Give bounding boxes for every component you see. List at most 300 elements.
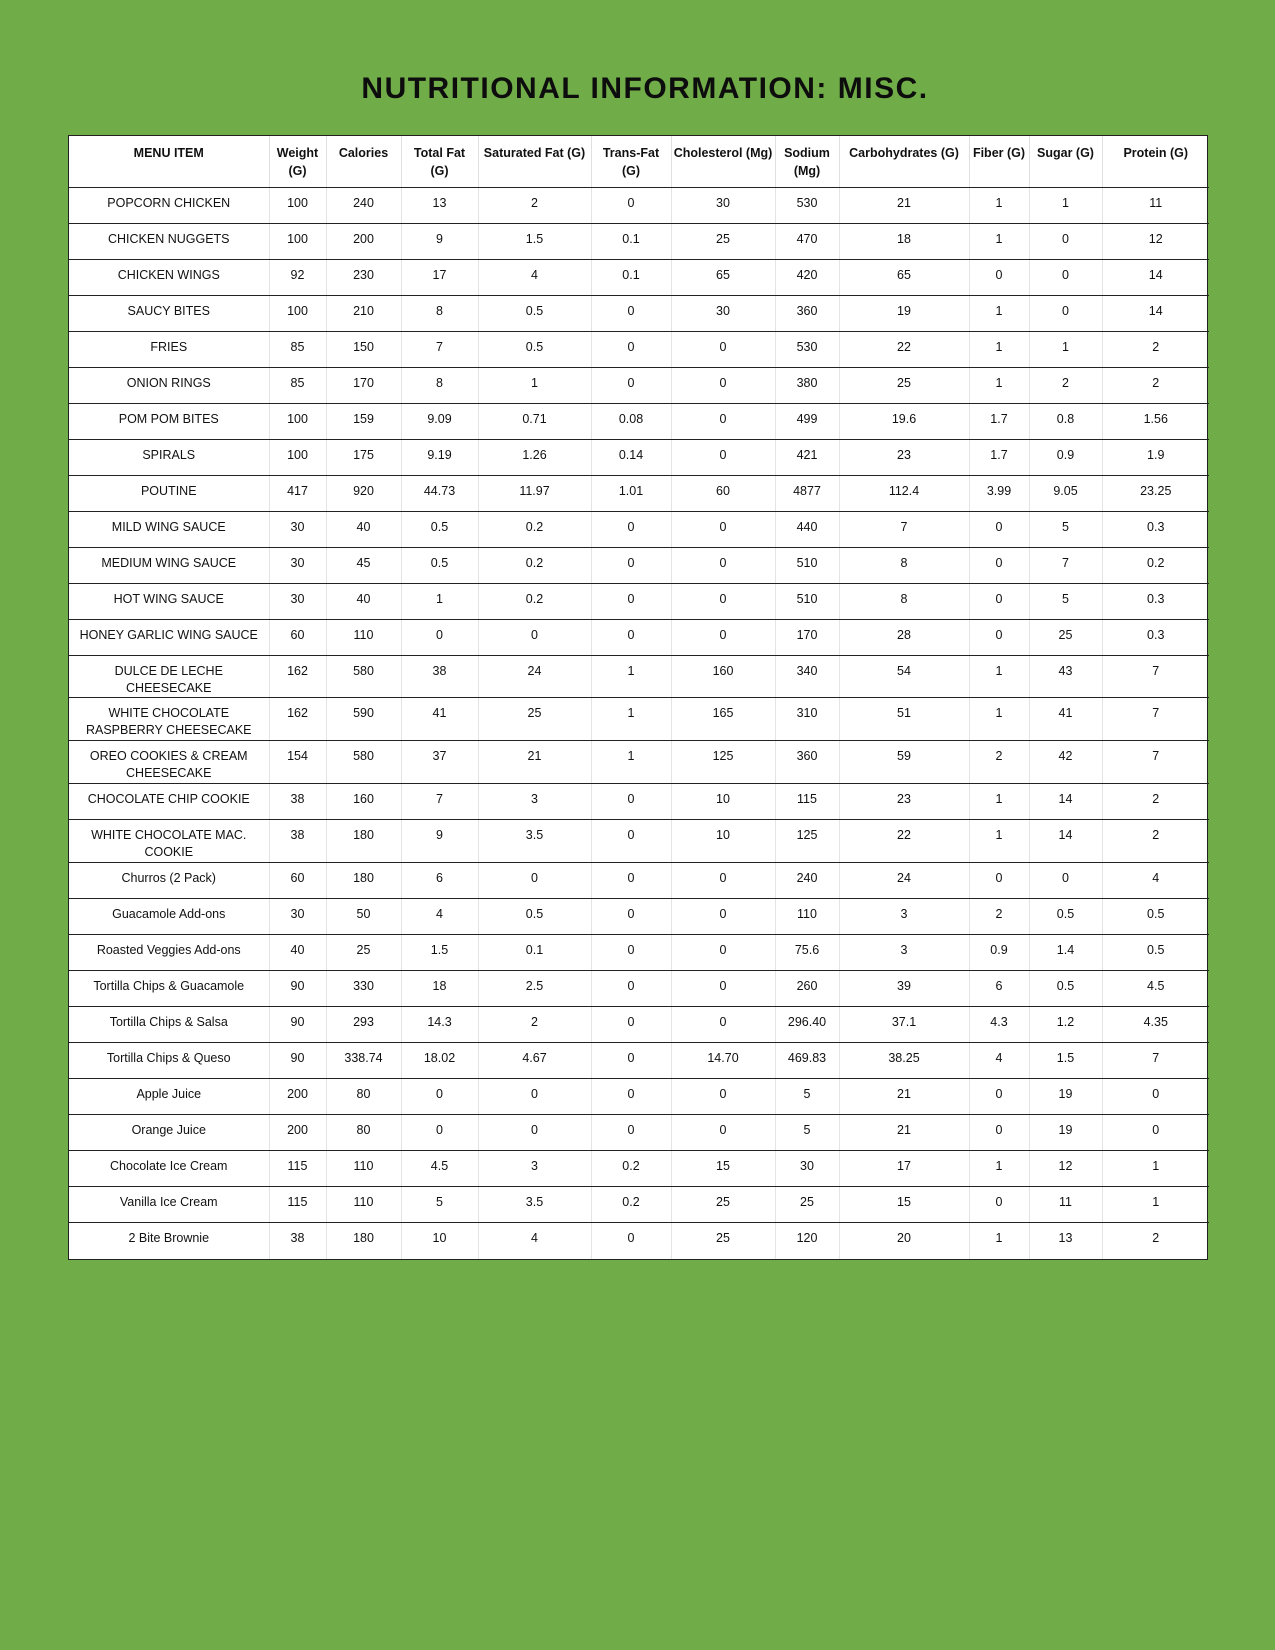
cell-menu-item: WHITE CHOCOLATE MAC. COOKIE (69, 820, 269, 863)
cell-sugar: 1.5 (1029, 1043, 1102, 1079)
cell-total-fat: 1 (401, 584, 478, 620)
cell-sugar: 2 (1029, 368, 1102, 404)
cell-sugar: 41 (1029, 698, 1102, 741)
cell-total-fat: 7 (401, 332, 478, 368)
cell-trans-fat: 0 (591, 620, 671, 656)
cell-weight: 100 (269, 440, 326, 476)
column-header-menu-item: MENU ITEM (69, 136, 269, 188)
cell-sodium: 510 (775, 584, 839, 620)
cell-sugar: 0.8 (1029, 404, 1102, 440)
cell-cholesterol: 65 (671, 260, 775, 296)
cell-cholesterol: 0 (671, 548, 775, 584)
table-row (69, 1115, 1209, 1151)
cell-protein: 0 (1102, 1115, 1209, 1151)
table-body (69, 188, 1209, 1259)
cell-menu-item: 2 Bite Brownie (69, 1223, 269, 1259)
cell-protein: 0.5 (1102, 935, 1209, 971)
cell-saturated-fat: 0 (478, 1115, 591, 1151)
cell-weight: 162 (269, 698, 326, 741)
table-row (69, 548, 1209, 584)
cell-sugar: 0 (1029, 224, 1102, 260)
cell-calories: 580 (326, 656, 401, 698)
cell-sugar: 5 (1029, 512, 1102, 548)
cell-carbohydrates: 39 (839, 971, 969, 1007)
cell-menu-item: POM POM BITES (69, 404, 269, 440)
cell-saturated-fat: 0.2 (478, 584, 591, 620)
cell-total-fat: 37 (401, 741, 478, 784)
cell-protein: 0.2 (1102, 548, 1209, 584)
cell-sugar: 1 (1029, 332, 1102, 368)
cell-sugar: 14 (1029, 820, 1102, 863)
cell-menu-item: FRIES (69, 332, 269, 368)
cell-menu-item: SAUCY BITES (69, 296, 269, 332)
cell-cholesterol: 14.70 (671, 1043, 775, 1079)
cell-menu-item: Apple Juice (69, 1079, 269, 1115)
cell-trans-fat: 0 (591, 935, 671, 971)
cell-fiber: 1 (969, 188, 1029, 224)
cell-sodium: 510 (775, 548, 839, 584)
cell-menu-item: Churros (2 Pack) (69, 863, 269, 899)
table-row (69, 820, 1209, 863)
cell-menu-item: Tortilla Chips & Guacamole (69, 971, 269, 1007)
cell-protein: 7 (1102, 698, 1209, 741)
cell-weight: 38 (269, 1223, 326, 1259)
cell-cholesterol: 0 (671, 1115, 775, 1151)
cell-weight: 100 (269, 296, 326, 332)
cell-trans-fat: 0 (591, 820, 671, 863)
cell-protein: 0.3 (1102, 512, 1209, 548)
cell-sodium: 530 (775, 188, 839, 224)
cell-calories: 330 (326, 971, 401, 1007)
cell-calories: 150 (326, 332, 401, 368)
column-header-fiber: Fiber (G) (969, 136, 1029, 188)
cell-cholesterol: 25 (671, 1223, 775, 1259)
cell-sugar: 1 (1029, 188, 1102, 224)
cell-trans-fat: 0 (591, 368, 671, 404)
cell-fiber: 1 (969, 820, 1029, 863)
cell-fiber: 4.3 (969, 1007, 1029, 1043)
cell-weight: 85 (269, 332, 326, 368)
cell-carbohydrates: 59 (839, 741, 969, 784)
cell-weight: 162 (269, 656, 326, 698)
cell-weight: 200 (269, 1115, 326, 1151)
column-header-carbohydrates: Carbohydrates (G) (839, 136, 969, 188)
cell-protein: 14 (1102, 296, 1209, 332)
cell-carbohydrates: 24 (839, 863, 969, 899)
table-row (69, 476, 1209, 512)
cell-saturated-fat: 1.26 (478, 440, 591, 476)
cell-saturated-fat: 3 (478, 784, 591, 820)
cell-saturated-fat: 0.71 (478, 404, 591, 440)
table-row (69, 296, 1209, 332)
cell-menu-item: Guacamole Add-ons (69, 899, 269, 935)
cell-trans-fat: 0.08 (591, 404, 671, 440)
cell-saturated-fat: 0 (478, 863, 591, 899)
cell-sugar: 12 (1029, 1151, 1102, 1187)
cell-carbohydrates: 22 (839, 332, 969, 368)
cell-calories: 293 (326, 1007, 401, 1043)
cell-cholesterol: 0 (671, 512, 775, 548)
cell-protein: 7 (1102, 741, 1209, 784)
cell-fiber: 1.7 (969, 440, 1029, 476)
cell-weight: 417 (269, 476, 326, 512)
cell-sodium: 340 (775, 656, 839, 698)
cell-carbohydrates: 21 (839, 188, 969, 224)
cell-sugar: 1.4 (1029, 935, 1102, 971)
cell-trans-fat: 0.2 (591, 1187, 671, 1223)
cell-weight: 115 (269, 1187, 326, 1223)
cell-protein: 2 (1102, 820, 1209, 863)
cell-carbohydrates: 37.1 (839, 1007, 969, 1043)
cell-weight: 60 (269, 863, 326, 899)
cell-weight: 40 (269, 935, 326, 971)
cell-fiber: 4 (969, 1043, 1029, 1079)
cell-total-fat: 7 (401, 784, 478, 820)
cell-cholesterol: 0 (671, 440, 775, 476)
cell-total-fat: 9.19 (401, 440, 478, 476)
cell-trans-fat: 1 (591, 656, 671, 698)
cell-carbohydrates: 3 (839, 899, 969, 935)
cell-menu-item: HOT WING SAUCE (69, 584, 269, 620)
cell-protein: 0.5 (1102, 899, 1209, 935)
cell-sodium: 75.6 (775, 935, 839, 971)
cell-cholesterol: 0 (671, 584, 775, 620)
cell-trans-fat: 0 (591, 1043, 671, 1079)
cell-menu-item: MEDIUM WING SAUCE (69, 548, 269, 584)
cell-fiber: 2 (969, 741, 1029, 784)
table-row (69, 935, 1209, 971)
cell-fiber: 1 (969, 224, 1029, 260)
cell-fiber: 0 (969, 863, 1029, 899)
cell-calories: 110 (326, 1151, 401, 1187)
cell-weight: 115 (269, 1151, 326, 1187)
cell-saturated-fat: 4 (478, 260, 591, 296)
cell-weight: 38 (269, 784, 326, 820)
table-row (69, 899, 1209, 935)
cell-carbohydrates: 51 (839, 698, 969, 741)
cell-calories: 159 (326, 404, 401, 440)
cell-saturated-fat: 24 (478, 656, 591, 698)
cell-carbohydrates: 20 (839, 1223, 969, 1259)
cell-sugar: 42 (1029, 741, 1102, 784)
cell-menu-item: Tortilla Chips & Queso (69, 1043, 269, 1079)
cell-calories: 580 (326, 741, 401, 784)
cell-calories: 590 (326, 698, 401, 741)
cell-menu-item: Vanilla Ice Cream (69, 1187, 269, 1223)
cell-protein: 1.9 (1102, 440, 1209, 476)
cell-menu-item: POPCORN CHICKEN (69, 188, 269, 224)
cell-trans-fat: 0 (591, 899, 671, 935)
cell-carbohydrates: 22 (839, 820, 969, 863)
cell-trans-fat: 0 (591, 971, 671, 1007)
cell-menu-item: Tortilla Chips & Salsa (69, 1007, 269, 1043)
cell-saturated-fat: 1 (478, 368, 591, 404)
cell-sodium: 499 (775, 404, 839, 440)
cell-sugar: 0 (1029, 260, 1102, 296)
cell-trans-fat: 0 (591, 784, 671, 820)
cell-protein: 4 (1102, 863, 1209, 899)
cell-sodium: 30 (775, 1151, 839, 1187)
cell-fiber: 2 (969, 899, 1029, 935)
cell-weight: 90 (269, 1007, 326, 1043)
cell-carbohydrates: 23 (839, 440, 969, 476)
cell-cholesterol: 60 (671, 476, 775, 512)
cell-calories: 240 (326, 188, 401, 224)
cell-total-fat: 8 (401, 368, 478, 404)
cell-total-fat: 18.02 (401, 1043, 478, 1079)
column-header-total-fat: Total Fat (G) (401, 136, 478, 188)
cell-sugar: 0.5 (1029, 971, 1102, 1007)
cell-cholesterol: 0 (671, 620, 775, 656)
cell-trans-fat: 0 (591, 863, 671, 899)
cell-sodium: 530 (775, 332, 839, 368)
table-row (69, 1007, 1209, 1043)
column-header-cholesterol: Cholesterol (Mg) (671, 136, 775, 188)
cell-fiber: 0 (969, 1187, 1029, 1223)
cell-sugar: 0.9 (1029, 440, 1102, 476)
cell-total-fat: 1.5 (401, 935, 478, 971)
cell-fiber: 6 (969, 971, 1029, 1007)
cell-carbohydrates: 19 (839, 296, 969, 332)
cell-sugar: 0 (1029, 863, 1102, 899)
cell-saturated-fat: 4.67 (478, 1043, 591, 1079)
cell-weight: 85 (269, 368, 326, 404)
cell-sugar: 13 (1029, 1223, 1102, 1259)
table-row (69, 368, 1209, 404)
cell-cholesterol: 10 (671, 784, 775, 820)
cell-calories: 40 (326, 584, 401, 620)
cell-saturated-fat: 0.5 (478, 332, 591, 368)
cell-calories: 170 (326, 368, 401, 404)
cell-sodium: 240 (775, 863, 839, 899)
cell-calories: 25 (326, 935, 401, 971)
cell-saturated-fat: 25 (478, 698, 591, 741)
cell-trans-fat: 0 (591, 332, 671, 368)
cell-protein: 0.3 (1102, 584, 1209, 620)
cell-protein: 11 (1102, 188, 1209, 224)
cell-total-fat: 0.5 (401, 548, 478, 584)
cell-sugar: 11 (1029, 1187, 1102, 1223)
cell-saturated-fat: 0.5 (478, 899, 591, 935)
table-row (69, 1187, 1209, 1223)
cell-weight: 100 (269, 224, 326, 260)
cell-trans-fat: 0 (591, 188, 671, 224)
cell-sodium: 115 (775, 784, 839, 820)
cell-fiber: 1 (969, 1151, 1029, 1187)
cell-trans-fat: 1 (591, 741, 671, 784)
table-row (69, 1043, 1209, 1079)
cell-fiber: 0 (969, 512, 1029, 548)
cell-cholesterol: 0 (671, 935, 775, 971)
column-header-weight: Weight (G) (269, 136, 326, 188)
cell-cholesterol: 30 (671, 188, 775, 224)
table-row (69, 620, 1209, 656)
cell-menu-item: DULCE DE LECHE CHEESECAKE (69, 656, 269, 698)
cell-calories: 210 (326, 296, 401, 332)
cell-total-fat: 44.73 (401, 476, 478, 512)
cell-menu-item: WHITE CHOCOLATE RASPBERRY CHEESECAKE (69, 698, 269, 741)
table-row (69, 440, 1209, 476)
cell-saturated-fat: 1.5 (478, 224, 591, 260)
cell-menu-item: Chocolate Ice Cream (69, 1151, 269, 1187)
cell-fiber: 0 (969, 620, 1029, 656)
cell-cholesterol: 25 (671, 224, 775, 260)
cell-fiber: 1.7 (969, 404, 1029, 440)
table-row (69, 404, 1209, 440)
cell-saturated-fat: 21 (478, 741, 591, 784)
cell-total-fat: 9.09 (401, 404, 478, 440)
cell-total-fat: 13 (401, 188, 478, 224)
cell-saturated-fat: 0 (478, 620, 591, 656)
cell-sugar: 19 (1029, 1115, 1102, 1151)
cell-calories: 180 (326, 863, 401, 899)
cell-saturated-fat: 4 (478, 1223, 591, 1259)
cell-trans-fat: 0.2 (591, 1151, 671, 1187)
cell-carbohydrates: 21 (839, 1079, 969, 1115)
table-row (69, 188, 1209, 224)
cell-saturated-fat: 2 (478, 188, 591, 224)
table-row (69, 698, 1209, 741)
cell-saturated-fat: 0.1 (478, 935, 591, 971)
cell-calories: 45 (326, 548, 401, 584)
cell-total-fat: 0.5 (401, 512, 478, 548)
cell-trans-fat: 0 (591, 296, 671, 332)
cell-fiber: 1 (969, 656, 1029, 698)
cell-fiber: 1 (969, 296, 1029, 332)
cell-menu-item: MILD WING SAUCE (69, 512, 269, 548)
cell-carbohydrates: 17 (839, 1151, 969, 1187)
cell-trans-fat: 0.1 (591, 260, 671, 296)
cell-menu-item: CHOCOLATE CHIP COOKIE (69, 784, 269, 820)
cell-protein: 4.5 (1102, 971, 1209, 1007)
cell-cholesterol: 165 (671, 698, 775, 741)
table-row (69, 1079, 1209, 1115)
cell-sodium: 25 (775, 1187, 839, 1223)
cell-calories: 50 (326, 899, 401, 935)
cell-saturated-fat: 2.5 (478, 971, 591, 1007)
cell-sodium: 5 (775, 1079, 839, 1115)
cell-total-fat: 8 (401, 296, 478, 332)
cell-menu-item: OREO COOKIES & CREAM CHEESECAKE (69, 741, 269, 784)
cell-weight: 100 (269, 404, 326, 440)
cell-sodium: 125 (775, 820, 839, 863)
cell-trans-fat: 1.01 (591, 476, 671, 512)
cell-saturated-fat: 3.5 (478, 820, 591, 863)
cell-sodium: 5 (775, 1115, 839, 1151)
cell-sugar: 7 (1029, 548, 1102, 584)
cell-menu-item: Orange Juice (69, 1115, 269, 1151)
cell-saturated-fat: 0 (478, 1079, 591, 1115)
cell-calories: 180 (326, 820, 401, 863)
cell-protein: 2 (1152, 1231, 1160, 1245)
cell-cholesterol: 30 (671, 296, 775, 332)
cell-calories: 110 (326, 620, 401, 656)
cell-total-fat: 18 (401, 971, 478, 1007)
cell-weight: 30 (269, 548, 326, 584)
nutrition-table (69, 136, 1209, 1259)
cell-calories: 40 (326, 512, 401, 548)
cell-sugar: 14 (1029, 784, 1102, 820)
cell-weight: 30 (269, 584, 326, 620)
table-row (69, 656, 1209, 698)
table-row (69, 1223, 1209, 1259)
cell-menu-item: CHICKEN NUGGETS (69, 224, 269, 260)
cell-saturated-fat: 0.2 (478, 548, 591, 584)
cell-cholesterol: 0 (671, 863, 775, 899)
table-row (69, 512, 1209, 548)
cell-protein: 0 (1102, 1079, 1209, 1115)
cell-menu-item: CHICKEN WINGS (69, 260, 269, 296)
table-row (69, 1151, 1209, 1187)
cell-fiber: 0 (969, 548, 1029, 584)
cell-menu-item: POUTINE (69, 476, 269, 512)
cell-fiber: 0 (969, 1079, 1029, 1115)
cell-calories: 920 (326, 476, 401, 512)
cell-carbohydrates: 21 (839, 1115, 969, 1151)
cell-protein: 23.25 (1102, 476, 1209, 512)
cell-total-fat: 0 (401, 1115, 478, 1151)
cell-carbohydrates: 28 (839, 620, 969, 656)
nutrition-table-container (68, 135, 1208, 1260)
cell-cholesterol: 0 (671, 1079, 775, 1115)
cell-sugar: 43 (1029, 656, 1102, 698)
cell-trans-fat: 0 (591, 1079, 671, 1115)
table-row (69, 584, 1209, 620)
cell-weight: 90 (269, 971, 326, 1007)
cell-cholesterol: 0 (671, 1007, 775, 1043)
cell-total-fat: 5 (401, 1187, 478, 1223)
cell-cholesterol: 160 (671, 656, 775, 698)
cell-sodium: 310 (775, 698, 839, 741)
table-row (69, 971, 1209, 1007)
cell-cholesterol: 0 (671, 332, 775, 368)
table-header-row (69, 136, 1209, 188)
table-row (69, 863, 1209, 899)
cell-calories: 110 (326, 1187, 401, 1223)
cell-protein: 14 (1102, 260, 1209, 296)
cell-weight: 38 (269, 820, 326, 863)
cell-trans-fat: 0 (591, 1007, 671, 1043)
cell-total-fat: 41 (401, 698, 478, 741)
cell-carbohydrates: 15 (839, 1187, 969, 1223)
cell-carbohydrates: 65 (839, 260, 969, 296)
cell-fiber: 1 (969, 368, 1029, 404)
cell-sugar: 1.2 (1029, 1007, 1102, 1043)
table-row (69, 224, 1209, 260)
cell-protein: 4.35 (1102, 1007, 1209, 1043)
cell-weight: 200 (269, 1079, 326, 1115)
cell-menu-item: HONEY GARLIC WING SAUCE (69, 620, 269, 656)
cell-calories: 230 (326, 260, 401, 296)
cell-carbohydrates: 23 (839, 784, 969, 820)
cell-fiber: 1 (969, 332, 1029, 368)
cell-calories: 200 (326, 224, 401, 260)
cell-cholesterol: 25 (671, 1187, 775, 1223)
cell-sugar: 9.05 (1029, 476, 1102, 512)
cell-sugar: 0 (1029, 296, 1102, 332)
cell-fiber: 0 (969, 584, 1029, 620)
cell-weight: 154 (269, 741, 326, 784)
cell-protein: 1.56 (1102, 404, 1209, 440)
cell-protein: 2 (1102, 784, 1209, 820)
cell-menu-item: ONION RINGS (69, 368, 269, 404)
cell-sodium: 470 (775, 224, 839, 260)
cell-total-fat: 6 (401, 863, 478, 899)
cell-carbohydrates: 54 (839, 656, 969, 698)
cell-total-fat: 14.3 (401, 1007, 478, 1043)
cell-saturated-fat: 2 (478, 1007, 591, 1043)
column-header-saturated-fat: Saturated Fat (G) (478, 136, 591, 188)
